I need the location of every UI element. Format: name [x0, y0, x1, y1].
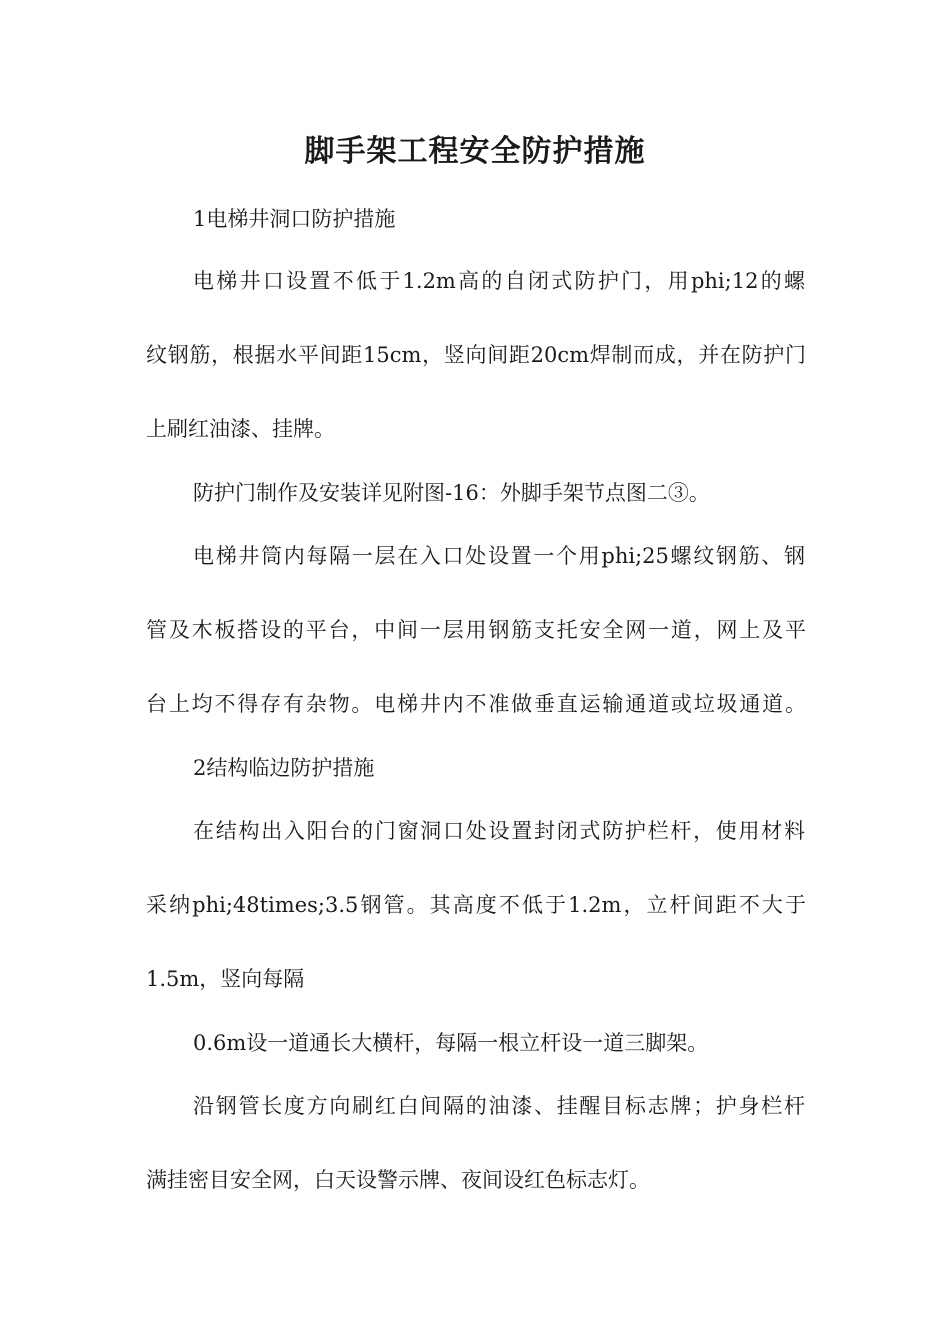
paragraph-line: 满挂密目安全网，白天设警示牌、夜间设红色标志灯。	[146, 1168, 650, 1192]
paragraph-line: 采纳phi;48times;3.5钢管。其高度不低于1.2m，立杆间距不大于	[146, 893, 806, 917]
paragraph-line: 0.6m设一道通长大横杆，每隔一根立杆设一道三脚架。	[193, 1031, 709, 1055]
section-heading-elevator-shaft: 1电梯井洞口防护措施	[193, 207, 396, 231]
paragraph-line: 上刷红油漆、挂牌。	[146, 417, 335, 441]
paragraph-line: 1.5m，竖向每隔	[146, 967, 305, 991]
section-heading-edge-protection: 2结构临边防护措施	[193, 756, 375, 780]
paragraph-line: 在结构出入阳台的门窗洞口处设置封闭式防护栏杆，使用材料	[193, 819, 805, 843]
paragraph-line: 纹钢筋，根据水平间距15cm，竖向间距20cm焊制而成，并在防护门	[146, 343, 806, 367]
paragraph-line: 电梯井筒内每隔一层在入口处设置一个用phi;25螺纹钢筋、钢	[193, 544, 805, 568]
paragraph-line: 沿钢管长度方向刷红白间隔的油漆、挂醒目标志牌；护身栏杆	[193, 1094, 805, 1118]
paragraph-line: 防护门制作及安装详见附图-16：外脚手架节点图二③。	[193, 481, 710, 505]
paragraph-line: 台上均不得存有杂物。电梯井内不准做垂直运输通道或垃圾通道。	[146, 692, 806, 716]
paragraph-line: 电梯井口设置不低于1.2m高的自闭式防护门，用phi;12的螺	[193, 269, 805, 293]
paragraph-line: 管及木板搭设的平台，中间一层用钢筋支托安全网一道，网上及平	[146, 618, 806, 642]
page-title: 脚手架工程安全防护措施	[304, 134, 646, 169]
